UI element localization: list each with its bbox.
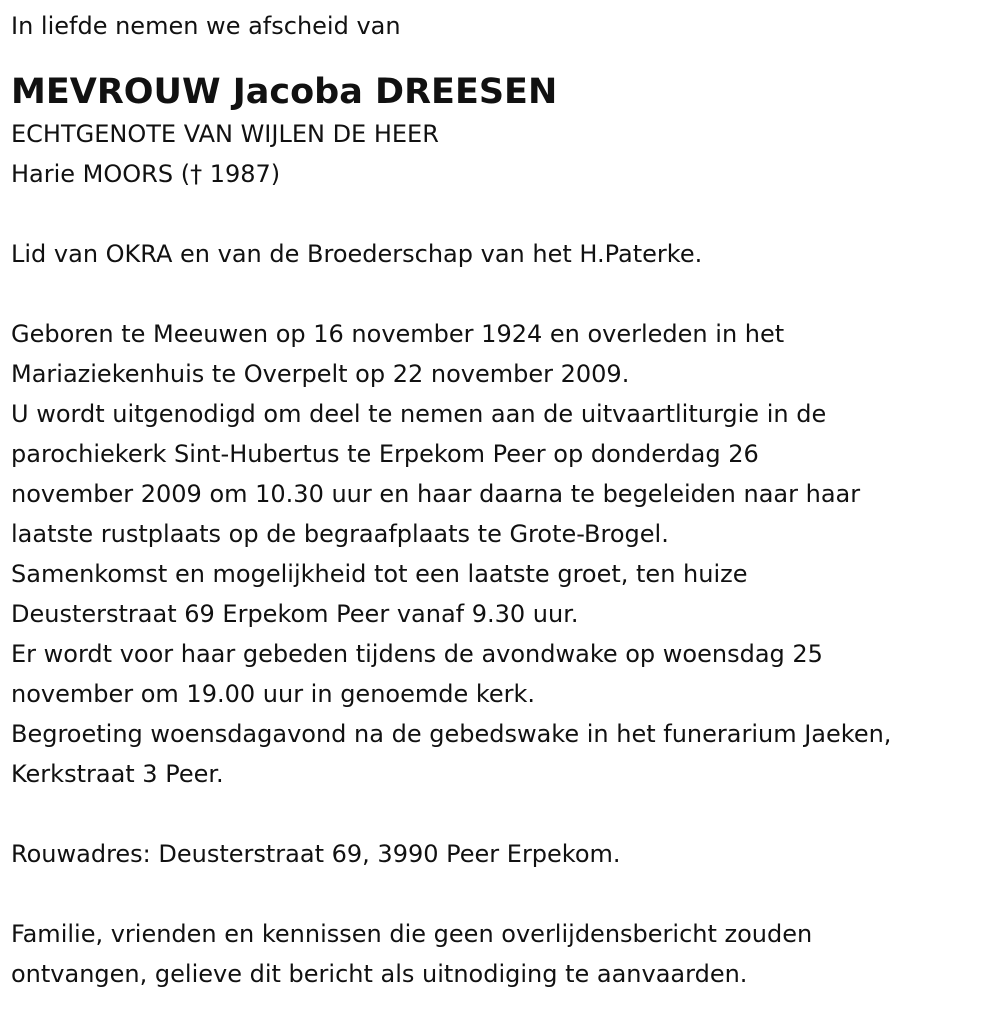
mourning-address: Rouwadres: Deusterstraat 69, 3990 Peer Erpekom. [11,840,621,868]
body-line: november 2009 om 10.30 uur en haar daarna te begeleiden naar haar [11,480,861,508]
spouse-name [11,154,1000,194]
body-line: Begroeting woensdagavond na de gebedswake in het funerarium Jaeken, [11,720,892,748]
body-line: parochiekerk Sint-Hubertus te Erpekom Peer op donderdag 26 [11,440,759,468]
closing-line: ontvangen, gelieve dit bericht als uitnodiging te aanvaarden. [11,960,748,988]
body-line: U wordt uitgenodigd om deel te nemen aan de uitvaartliturgie in de [11,400,827,428]
body-line: Geboren te Meeuwen op 16 november 1924 en overleden in het [11,320,785,348]
spouse-title: ECHTGENOTE VAN WIJLEN DE HEER [11,120,439,148]
intro-text: In liefde nemen we afscheid van [11,12,401,40]
body-line: Samenkomst en mogelijkheid tot een laatste groet, ten huize [11,560,748,588]
body-line: laatste rustplaats op de begraafplaats te Grote-Brogel. [11,520,669,548]
body-line: Mariaziekenhuis te Overpelt op 22 november 2009. [11,360,630,388]
spouse-name-suffix: 1987) [202,160,281,188]
body-line: Deusterstraat 69 Erpekom Peer vanaf 9.30 uur. [11,600,579,628]
body-line: Er wordt voor haar gebeden tijdens de avondwake op woensdag 25 [11,640,823,668]
spouse-name-prefix: Harie MOORS ( [11,160,191,188]
body-line: Kerkstraat 3 Peer. [11,760,224,788]
body-line: november om 19.00 uur in genoemde kerk. [11,680,536,708]
cross-icon: † [190,160,203,188]
closing-line: Familie, vrienden en kennissen die geen overlijdensbericht zouden [11,920,813,948]
membership-text: Lid van OKRA en van de Broederschap van het H.Paterke. [11,240,703,268]
deceased-name: MEVROUW Jacoba DREESEN [11,72,558,112]
